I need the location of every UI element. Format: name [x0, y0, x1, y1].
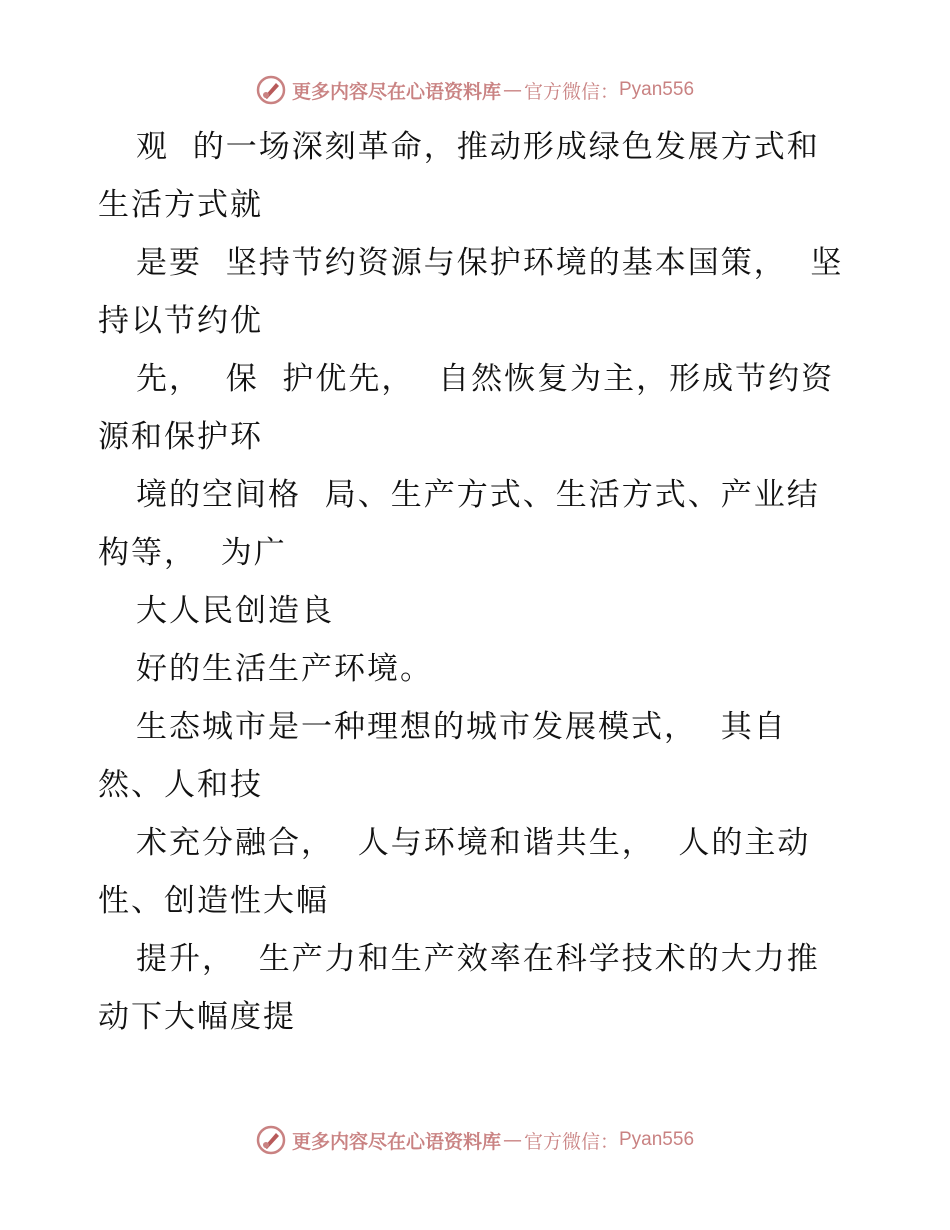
text-line: 持以节约优 — [98, 303, 263, 339]
text-line: 观 的一场深刻革命，推动形成绿色发展方式和 — [136, 129, 820, 165]
text-line: 生活方式就 — [98, 187, 263, 223]
text-line: 动下大幅度提 — [98, 999, 296, 1035]
banner-wechat-id: Pyan556 — [619, 1129, 695, 1150]
text-line: 是要 坚持节约资源与保护环境的基本国策， 坚 — [136, 245, 844, 281]
banner-wechat-label: 官方微信： — [523, 80, 619, 103]
text-line: 生态城市是一种理想的城市发展模式， 其自 — [136, 709, 787, 745]
text-line: 构等， 为广 — [98, 535, 287, 571]
text-line: 术充分融合， 人与环境和谐共生， 人的主动 — [136, 825, 811, 861]
banner-wechat-id: Pyan556 — [619, 79, 695, 100]
banner-text: 更多内容尽在心语资料库 — [291, 80, 501, 103]
text-line: 先， 保 护优先， 自然恢复为主，形成节约资 — [136, 361, 835, 397]
banner-wechat-label: 官方微信： — [523, 1130, 619, 1153]
footer-banner — [0, 1120, 950, 1160]
text-line: 源和保护环 — [98, 419, 263, 455]
banner-text: 更多内容尽在心语资料库 — [291, 1130, 501, 1153]
text-line: 然、人和技 — [98, 767, 263, 803]
header-banner — [0, 70, 950, 110]
text-line: 好的生活生产环境。 — [136, 651, 433, 687]
document-body — [98, 118, 858, 1046]
banner-dash: — — [502, 79, 522, 101]
text-line: 提升， 生产力和生产效率在科学技术的大力推 — [136, 941, 820, 977]
text-line: 性、创造性大幅 — [98, 883, 329, 919]
pen-seal-icon — [256, 1125, 286, 1155]
text-line: 大人民创造良 — [136, 593, 334, 629]
banner-dash: — — [502, 1129, 522, 1151]
pen-seal-icon — [256, 75, 286, 105]
text-line: 境的空间格 局、生产方式、生活方式、产业结 — [136, 477, 820, 513]
